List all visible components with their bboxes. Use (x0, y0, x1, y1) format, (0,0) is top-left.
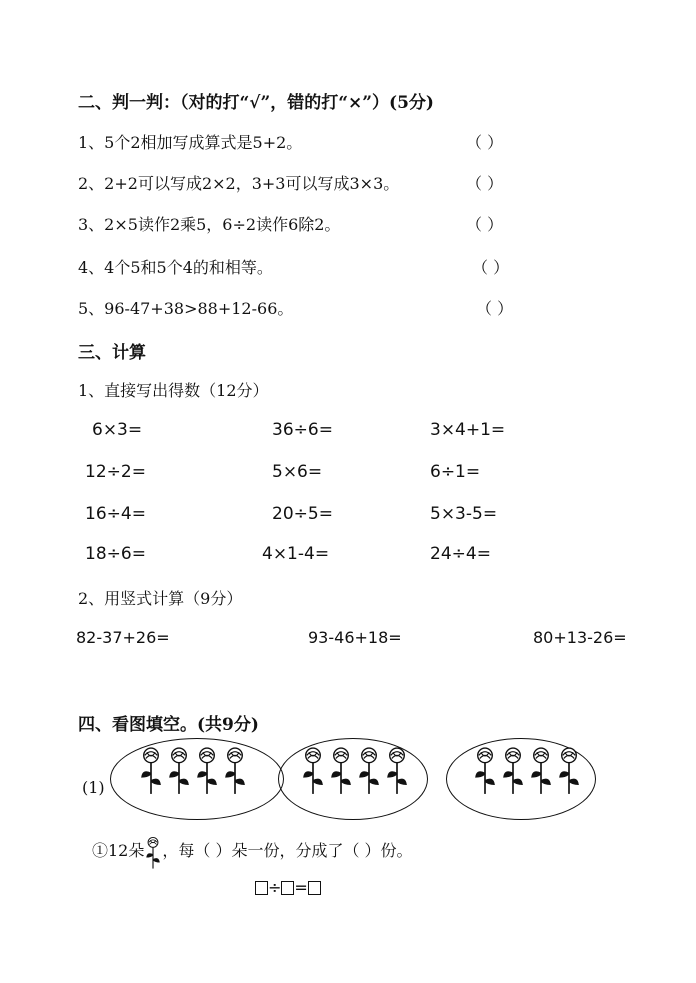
flower-icon (356, 746, 382, 796)
flower-row-2 (300, 746, 410, 796)
flower-icon (222, 746, 248, 796)
flower-icon (300, 746, 326, 796)
flower-icon (500, 746, 526, 796)
calc-r4c1: 18÷6= (85, 544, 146, 564)
answer-box-dividend[interactable] (255, 881, 268, 895)
vertical-calc-2: 93-46+18= (308, 628, 402, 647)
calc-r3c1: 16÷4= (85, 504, 146, 524)
section2-title: 二、判一判：（对的打“√”，错的打“×”）(5分) (78, 93, 434, 113)
division-formula (255, 878, 321, 897)
flower-icon (144, 836, 162, 870)
judge-answer-5[interactable]: （ ） (476, 299, 514, 318)
vertical-calc-1: 82-37+26= (76, 628, 170, 647)
calc-r2c2: 5×6= (272, 462, 323, 482)
vertical-calc-3: 80+13-26= (533, 628, 627, 647)
flower-icon (328, 746, 354, 796)
flower-icon (138, 746, 164, 796)
question-label: (1) (82, 778, 105, 797)
flower-icon (194, 746, 220, 796)
calc-r3c2: 20÷5= (272, 504, 333, 524)
fill-question-prefix: ①12朵 (92, 841, 145, 860)
calc-r2c3: 6÷1= (430, 462, 481, 482)
judge-answer-4[interactable]: （ ） (472, 258, 510, 277)
calc-r1c1: 6×3= (92, 420, 143, 440)
flower-icon (384, 746, 410, 796)
calc-r1c2: 36÷6= (272, 420, 333, 440)
flower-icon (472, 746, 498, 796)
flower-icon (166, 746, 192, 796)
calc-r2c1: 12÷2= (85, 462, 146, 482)
flower-row-1 (138, 746, 248, 796)
judge-answer-3[interactable]: （ ） (466, 215, 504, 234)
flower-icon (556, 746, 582, 796)
flower-row-3 (472, 746, 582, 796)
judge-answer-1[interactable]: （ ） (466, 133, 504, 152)
oral-calc-title: 1、直接写出得数（12分） (78, 381, 269, 400)
fill-question-1 (92, 836, 413, 870)
section3-title: 三、计算 (78, 343, 146, 363)
section4-title: 四、看图填空。(共9分) (78, 715, 259, 735)
judge-item-2: 2、2+2可以写成2×2，3+3可以写成3×3。 (78, 174, 400, 193)
judge-item-4: 4、4个5和5个4的和相等。 (78, 258, 273, 277)
equals-sign: = (294, 878, 308, 897)
calc-r3c3: 5×3-5= (430, 504, 498, 524)
vertical-calc-title: 2、用竖式计算（9分） (78, 589, 243, 608)
judge-item-5: 5、96-47+38>88+12-66。 (78, 299, 294, 318)
answer-box-divisor[interactable] (281, 881, 294, 895)
answer-box-quotient[interactable] (308, 881, 321, 895)
calc-r1c3: 3×4+1= (430, 420, 506, 440)
judge-item-1: 1、5个2相加写成算式是5+2。 (78, 133, 303, 152)
flower-icon (528, 746, 554, 796)
divide-sign: ÷ (268, 878, 282, 897)
fill-question-suffix[interactable]: ，每（ ）朵一份，分成了（ ）份。 (162, 841, 413, 860)
judge-answer-2[interactable]: （ ） (466, 174, 504, 193)
calc-r4c3: 24÷4= (430, 544, 491, 564)
calc-r4c2: 4×1-4= (262, 544, 330, 564)
judge-item-3: 3、2×5读作2乘5，6÷2读作6除2。 (78, 215, 341, 234)
